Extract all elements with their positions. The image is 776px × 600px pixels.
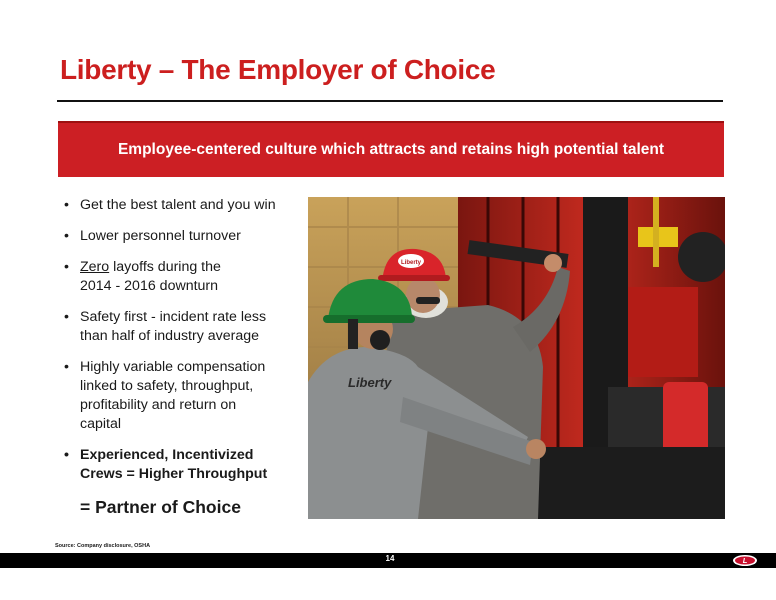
- bullet-text: • Highly variable compensation: [80, 359, 266, 375]
- source-note: Source: Company disclosure, OSHA: [55, 543, 151, 549]
- slide-title: Liberty – The Employer of Choice: [60, 54, 496, 85]
- bullet-item: [64, 258, 292, 296]
- bullet-list: [64, 196, 292, 496]
- footer-bar: [0, 553, 776, 568]
- culture-banner: [58, 121, 724, 177]
- banner-text: Employee-centered culture which attracts and retains high potential talent: [117, 141, 665, 158]
- bullet-text: profitability and return on: [80, 397, 237, 413]
- bullet-item: [64, 227, 292, 246]
- title-divider: [57, 100, 723, 102]
- bullet-item: [64, 446, 292, 484]
- liberty-logo-icon: [732, 554, 758, 567]
- bullet-item: [64, 308, 292, 346]
- bullet-text: Crews = Higher Throughput: [80, 466, 268, 482]
- bullet-text: layoffs during the: [109, 259, 221, 275]
- bullet-text: capital: [80, 416, 122, 432]
- shirt-logo-text: Liberty: [348, 375, 392, 390]
- hardhat-logo-text: Liberty: [400, 260, 422, 266]
- bullet-text: Lower personnel turnover: [80, 228, 241, 244]
- workers-photo: [308, 197, 725, 519]
- bullet-text: 2014 - 2016 downturn: [80, 278, 219, 294]
- bullet-emphasis: Zero: [80, 259, 110, 275]
- bullet-text: Get the best talent and you win: [80, 197, 276, 213]
- bullet-text: linked to safety, throughput,: [80, 378, 254, 394]
- partner-of-choice: = Partner of Choice: [80, 497, 241, 517]
- workers-illustration: [308, 197, 725, 519]
- bullet-item: [64, 196, 292, 215]
- bullet-text: • Safety first - incident rate less: [80, 309, 267, 325]
- page-number: 14: [385, 554, 395, 563]
- bullet-text: than half of industry average: [80, 328, 260, 344]
- bullet-text: • Experienced, Incentivized: [80, 447, 254, 463]
- logo-letter: L: [742, 556, 748, 566]
- bullet-item: [64, 358, 292, 434]
